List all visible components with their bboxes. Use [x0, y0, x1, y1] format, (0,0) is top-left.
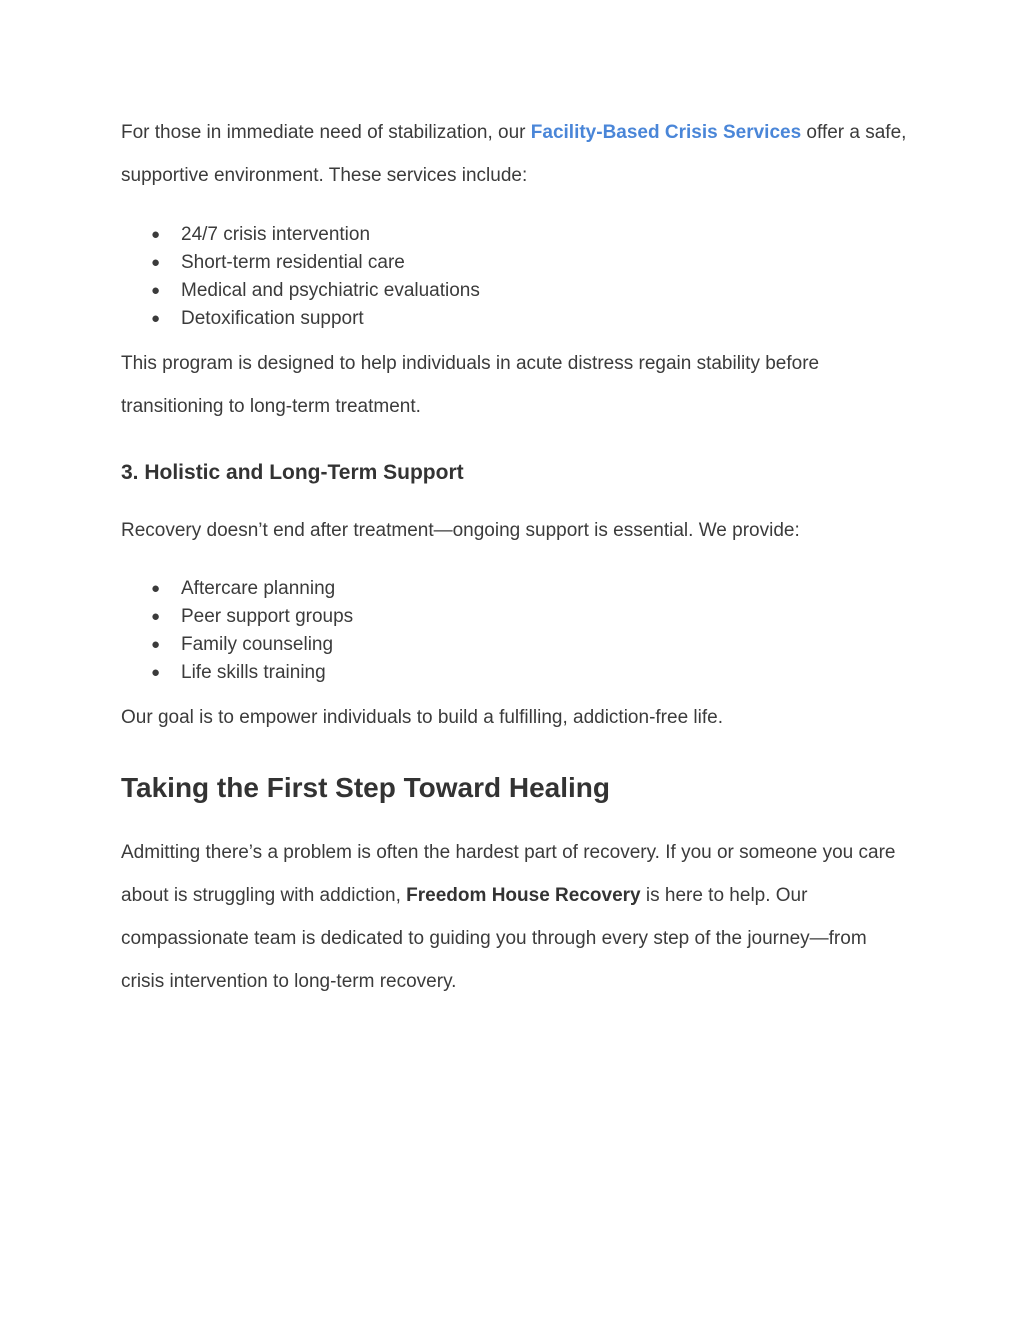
bullet-icon: ● [151, 580, 161, 597]
crisis-services-list [151, 221, 851, 333]
list-item [151, 659, 851, 687]
bullet-icon: ● [151, 608, 161, 625]
intro-paragraph [121, 111, 911, 197]
list-item [151, 631, 851, 659]
first-step-text-before: Admitting there’s a problem is often the hardest part of recovery. If you or someone you care about is struggling with addiction, [121, 842, 896, 906]
bullet-icon: ● [151, 664, 161, 681]
list-item [151, 221, 851, 249]
first-step-text-after: is here to help. Our compassionate team is dedicated to guiding you through every step of the journey—from crisis intervention to long-term recovery. [121, 885, 867, 992]
list-item [151, 277, 851, 305]
bullet-icon: ● [151, 636, 161, 653]
intro-text-before: For those in immediate need of stabilization, our [121, 122, 531, 143]
facility-based-crisis-services-link[interactable]: Facility-Based Crisis Services [530, 122, 802, 143]
list-item-label: Short-term residential care [181, 252, 405, 273]
bullet-icon: ● [151, 254, 161, 271]
goal-paragraph: Our goal is to empower individuals to build a fulfilling, addiction-free life. [121, 707, 723, 728]
bullet-icon: ● [151, 310, 161, 327]
section-heading-holistic-support: 3. Holistic and Long-Term Support [121, 461, 464, 484]
long-term-support-list [151, 575, 851, 687]
list-item-label: Aftercare planning [181, 578, 336, 599]
section3-intro-paragraph: Recovery doesn’t end after treatment—ongoing support is essential. We provide: [121, 520, 800, 541]
intro-text-after: offer a safe, supportive environment. These services include: [121, 122, 907, 186]
list-item-label: Family counseling [181, 634, 334, 655]
first-step-paragraph [121, 831, 911, 1003]
list-item-label: Life skills training [181, 662, 326, 683]
list-item [151, 575, 851, 603]
list-item-label: Medical and psychiatric evaluations [181, 280, 480, 301]
list-item-label: 24/7 crisis intervention [181, 224, 371, 245]
crisis-summary-paragraph: This program is designed to help individuals in acute distress regain stability before transitioning to long-term treatment. [121, 353, 820, 417]
organization-name: Freedom House Recovery [406, 885, 641, 906]
list-item [151, 603, 851, 631]
list-item [151, 305, 851, 333]
list-item-label: Detoxification support [181, 308, 364, 329]
bullet-icon: ● [151, 282, 161, 299]
list-item [151, 249, 851, 277]
section-heading-first-step: Taking the First Step Toward Healing [121, 772, 611, 803]
list-item-label: Peer support groups [181, 606, 354, 627]
bullet-icon: ● [151, 226, 161, 243]
